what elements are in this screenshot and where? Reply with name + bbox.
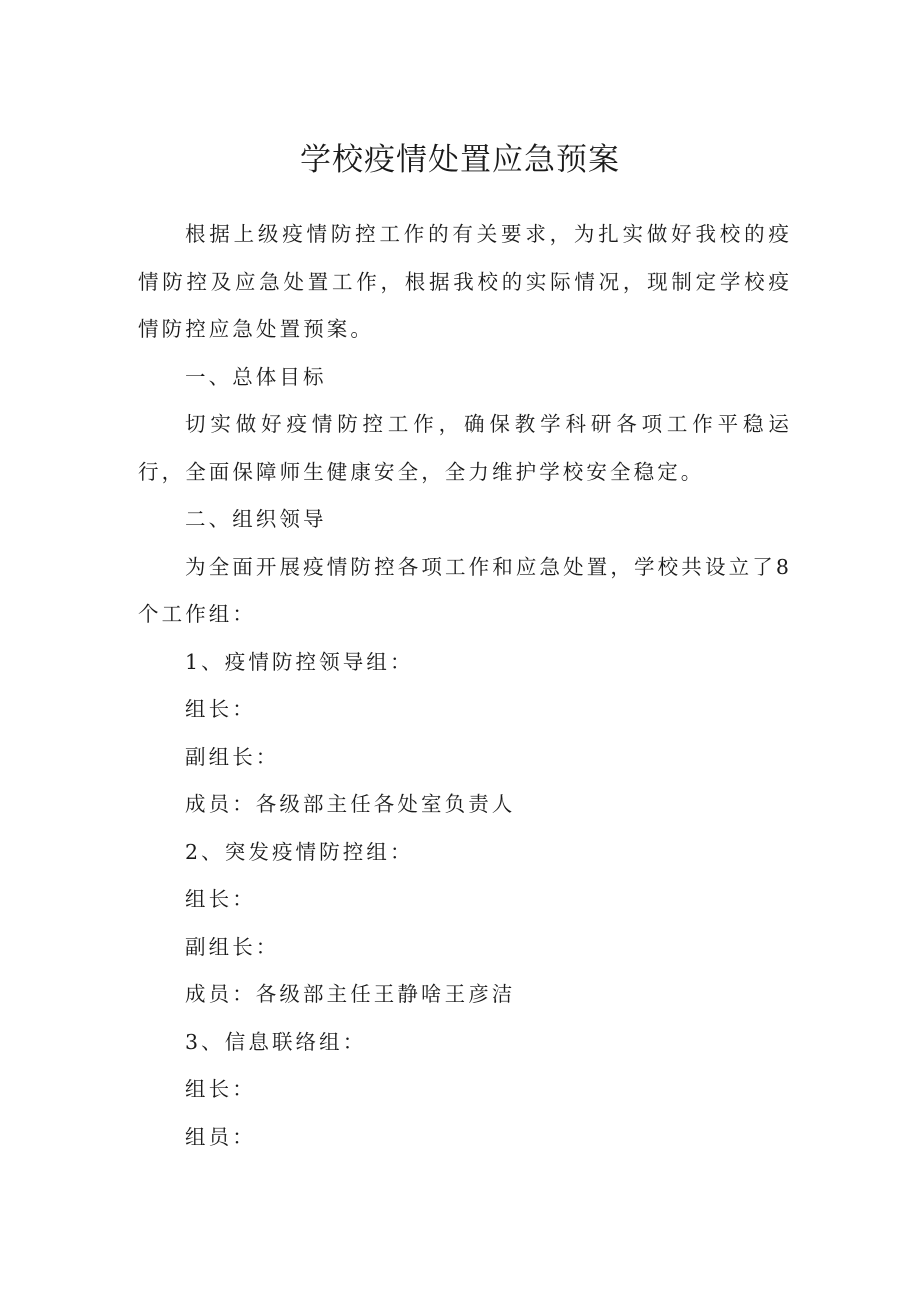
group-members-line: 组员： xyxy=(185,1124,256,1149)
group-members-line: 成员：各级部主任各处室负责人 xyxy=(185,792,516,816)
group-leader-line: 组长： xyxy=(185,1077,256,1101)
paragraph-organization: 为全面开展疫情防控各项工作和应急处置，学校共设立了8个工作组： xyxy=(138,554,792,626)
section-heading-organization: 二、组织领导 xyxy=(185,507,327,531)
group-heading-leadership: 1、疫情防控领导组： xyxy=(185,649,414,674)
group-members-line: 成员：各级部主任王静啥王彦洁 xyxy=(185,982,516,1006)
group-leader-line: 组长： xyxy=(185,697,256,721)
document-body xyxy=(138,211,792,1161)
section-heading-goal: 一、总体目标 xyxy=(185,364,327,389)
group-heading-liaison: 3、信息联络组： xyxy=(185,1029,367,1054)
group-deputy-leader-line: 副组长： xyxy=(185,744,280,769)
paragraph-goal: 切实做好疫情防控工作，确保教学科研各项工作平稳运行，全面保障师生健康安全，全力维护学校安全稳定。 xyxy=(138,412,792,484)
group-leader-line: 组长： xyxy=(185,887,256,911)
paragraph-intro: 根据上级疫情防控工作的有关要求，为扎实做好我校的疫情防控及应急处置工作，根据我校的实际情况，现制定学校疫情防控应急处置预案。 xyxy=(138,222,792,341)
document-title: 学校疫情处置应急预案 xyxy=(300,142,620,178)
group-deputy-leader-line: 副组长： xyxy=(185,934,280,959)
group-heading-emergency: 2、突发疫情防控组： xyxy=(185,839,414,864)
